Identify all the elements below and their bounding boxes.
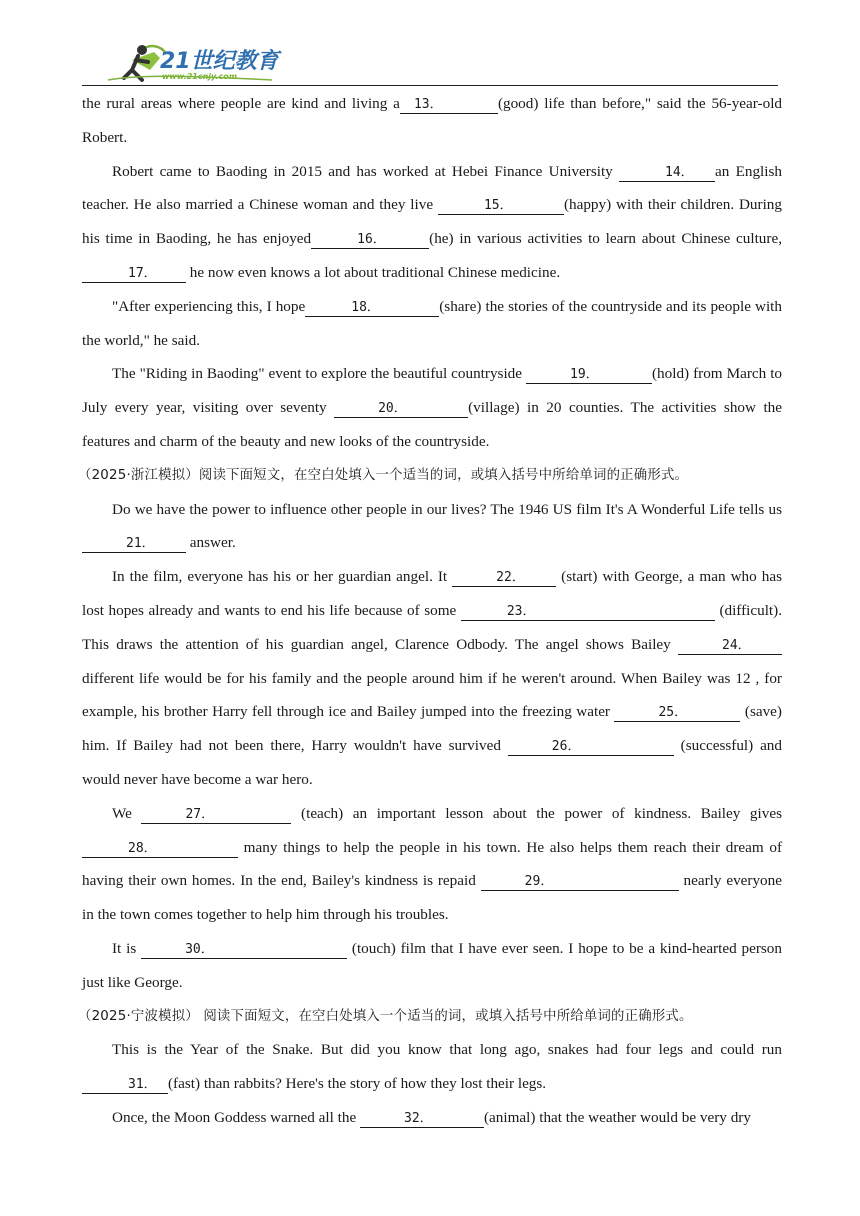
blank-number: 30． (185, 941, 214, 957)
answer-blank[interactable] (508, 737, 674, 756)
text-run: （2025·浙江模拟）阅读下面短文，在空白处填入一个适当的词，或填入括号中所给单词的正确形式。 (78, 467, 689, 483)
answer-blank[interactable] (452, 568, 556, 587)
answer-blank[interactable] (82, 839, 238, 858)
text-run: (happy) with their children. During his time in Baoding, he has enjoyed (82, 196, 782, 248)
text-run: It is (112, 939, 142, 957)
text-run: We (112, 804, 142, 822)
answer-blank[interactable] (438, 196, 564, 215)
text-run: answer. (186, 534, 236, 552)
text-run: (start) with George, a man who has lost hopes already and wants to end his life because of some (82, 568, 782, 619)
text-run: (hold) from March to July every year, visiting over seventy (82, 365, 783, 417)
text-run: nearly everyone in the town comes together to help him through his troubles. (82, 872, 782, 924)
paragraph (82, 1101, 782, 1135)
blank-number: 28． (128, 840, 157, 856)
text-run: （2025·宁波模拟） 阅读下面短文，在空白处填入一个适当的词，或填入括号中所给单词的正确形式。 (78, 1008, 693, 1024)
paragraph (82, 493, 782, 561)
text-run: (animal) that the weather would be very dry (484, 1108, 751, 1126)
blank-number: 21． (126, 536, 155, 552)
logo-url: www.21cnjy.com (162, 72, 238, 81)
text-run: the rural areas where people are kind and living a (82, 95, 400, 112)
answer-blank[interactable] (400, 95, 498, 114)
document-body (78, 87, 783, 1135)
text-run: an English teacher. He also married a Chinese woman and they live (82, 162, 782, 214)
paragraph (82, 1033, 782, 1101)
text-run: The "Riding in Baoding" event to explore the beautiful countryside (112, 365, 526, 383)
paragraph (82, 87, 782, 155)
paragraph (82, 290, 782, 358)
blank-number: 14． (665, 164, 694, 180)
answer-blank[interactable] (305, 298, 439, 317)
text-run: (good) life than before," said the 56-year-old Robert. (82, 95, 783, 146)
text-run: (touch) film that I have ever seen. I hope to be a kind-hearted person just like George. (82, 939, 782, 991)
text-run: Once, the Moon Goddess warned all the (112, 1108, 360, 1126)
blank-number: 24． (722, 637, 751, 653)
text-run: (successful) and would never have become a war hero. (82, 737, 782, 788)
answer-blank[interactable] (82, 534, 186, 553)
text-run: This is the Year of the Snake. But did you know that long ago, snakes had four legs and could run (112, 1041, 782, 1059)
text-run: he now even knows a lot about traditional Chinese medicine. (186, 263, 561, 281)
answer-blank[interactable] (619, 163, 715, 182)
paragraph (82, 560, 782, 797)
text-run: Do we have the power to influence other people in our lives? The 1946 US film It's A Wonderful Life tells us (112, 500, 782, 518)
page-header (82, 40, 778, 86)
text-run: different life would be for his family and the people around him if he weren't around. When Bailey was 12 , for example, his brother Harry fell through ice and Bailey jumped into the freezing water (82, 669, 782, 721)
text-run: (difficult). This draws the attention of his guardian angel, Clarence Odbody. The angel shows Bailey (82, 601, 782, 653)
answer-blank[interactable] (141, 805, 291, 824)
blank-number: 15． (483, 198, 513, 214)
text-run: many things to help the people in his town. He also helps them reach their dream of having their own homes. In the end, Bailey's kindness is repaid (82, 838, 782, 890)
section-instruction (78, 459, 782, 493)
answer-blank[interactable] (360, 1109, 484, 1128)
logo-21cnjy (102, 40, 282, 84)
blank-number: 13． (413, 97, 443, 112)
blank-number: 32． (404, 1110, 433, 1126)
section-instruction (78, 1000, 782, 1034)
answer-blank[interactable] (334, 399, 468, 418)
text-run: (he) in various activities to learn about Chinese culture, (429, 230, 782, 248)
answer-blank[interactable] (82, 264, 186, 283)
blank-number: 19． (570, 367, 599, 383)
paragraph (82, 932, 782, 1000)
answer-blank[interactable] (678, 636, 782, 655)
text-run: (share) the stories of the countryside and its people with the world," he said. (82, 297, 782, 349)
blank-number: 27． (185, 806, 215, 822)
blank-number: 31． (128, 1077, 157, 1093)
answer-blank[interactable] (481, 872, 679, 891)
answer-blank[interactable] (141, 940, 347, 959)
text-run: "After experiencing this, I hope (112, 297, 306, 315)
text-run: (save) him. If Bailey had not been there, Harry wouldn't have survived (82, 703, 782, 755)
text-run: In the film, everyone has his or her guardian angel. It (112, 568, 453, 586)
blank-number: 26． (551, 739, 581, 755)
blank-number: 17． (128, 265, 157, 281)
blank-number: 22． (496, 570, 525, 586)
answer-blank[interactable] (526, 365, 652, 384)
blank-number: 25． (658, 705, 688, 721)
blank-number: 16． (357, 232, 386, 248)
text-run: Robert came to Baoding in 2015 and has worked at Hebei Finance University (112, 162, 620, 180)
blank-number: 29． (524, 874, 554, 890)
paragraph (82, 797, 782, 932)
paragraph (82, 357, 782, 458)
answer-blank[interactable] (82, 1075, 168, 1094)
blank-number: 20． (378, 401, 407, 417)
text-run: (fast) than rabbits? Here's the story of how they lost their legs. (168, 1075, 547, 1093)
answer-blank[interactable] (461, 602, 715, 621)
answer-blank[interactable] (614, 703, 740, 722)
blank-number: 18． (351, 299, 380, 315)
blank-number: 23． (506, 603, 536, 619)
logo-text: 21世纪教育 (160, 49, 279, 74)
text-run: (teach) an important lesson about the power of kindness. Bailey gives (291, 804, 782, 822)
answer-blank[interactable] (311, 230, 429, 249)
text-run: (village) in 20 counties. The activities show the features and charm of the beauty and new looks of the countryside. (82, 399, 782, 450)
paragraph (82, 155, 782, 290)
